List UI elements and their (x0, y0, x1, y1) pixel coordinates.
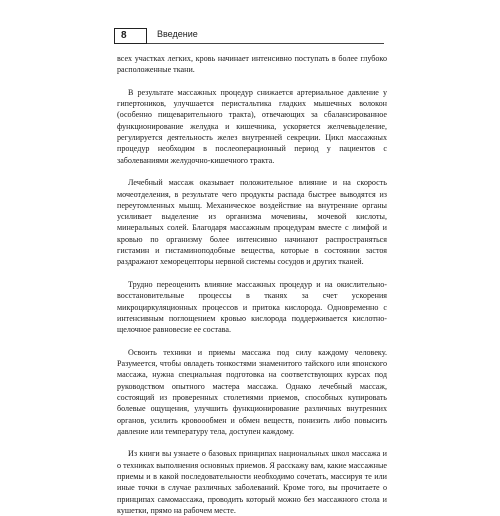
page-header (114, 28, 384, 45)
header-rule (147, 43, 384, 44)
paragraph: всех участках легких, кровь начинает интенсивно поступать в более глубоко расположенные ткани. (117, 54, 387, 75)
paragraph: Освоить техники и приемы массажа под силу каждому человеку. Разумеется, чтобы овладеть тонкостями знаменитого тайского или японского массажа, нужна специальная подготовка на соответствующих курсах под руководством опытного мастера массажа. Однако лечебный массаж, состоящий из проверенных столетиями приемов, способных купировать болевые ощущения, улучшить функционирование различных внутренних органов, усилить кровоообмен и обмен веществ, понизить либо повысить давление или температуру тела, доступен каждому. (117, 347, 387, 436)
page-number: 8 (114, 28, 147, 44)
section-title: Введение (157, 29, 198, 39)
body-text (117, 53, 387, 516)
paragraph: Из книги вы узнаете о базовых принципах национальных школ массажа и о техниках выполнения основных приемов. Я расскажу вам, какие массажные приемы и в какой последовательности необходимо сочетать, массируя те или иные точки в случае различных заболеваний. Кроме того, вы прочитаете о принципах самомассажа, проводить который можно без массажного стола и кушетки, прямо на рабочем месте. (117, 449, 387, 515)
paragraph: В результате массажных процедур снижается артериальное давление у гипертоников, улучшается перистальтика гладких мышечных волокон (особенно пищеварительного тракта), отвечающих за сбалансированное функционирование желудка и кишечника, ускоряется желчевыделение, регулируется деятельность желез внутренней секреции. Цикл массажных процедур необходим в послеоперационный период у пациентов с заболеваниями желудочно-кишечного тракта. (117, 87, 387, 165)
paragraph: Трудно переоценить влияние массажных процедур и на окислительно-восстановительные процессы в тканях за счет ускорения микроциркуляционных процессов и притока кислорода. Одновременно с интенсивным поглощением кровью кислорода поддерживается кислотно-щелочное равновесие ее состава. (117, 279, 387, 335)
paragraph: Лечебный массаж оказывает положительное влияние и на скорость мочеотделения, в результате чего продукты распада быстрее выводятся из переутомленных мышц. Механическое воздействие на внутренние органы усиливает выделение из организма мочевины, мочевой кислоты, минеральных солей. Благодаря массажным процедурам вместе с лимфой и кровью по организму более интенсивно начинают распространяться гистамин и гистаминоподобные вещества, которые в состоянии застоя раздражают хеморецепторы нервной системы сосудов и других тканей. (117, 178, 387, 267)
